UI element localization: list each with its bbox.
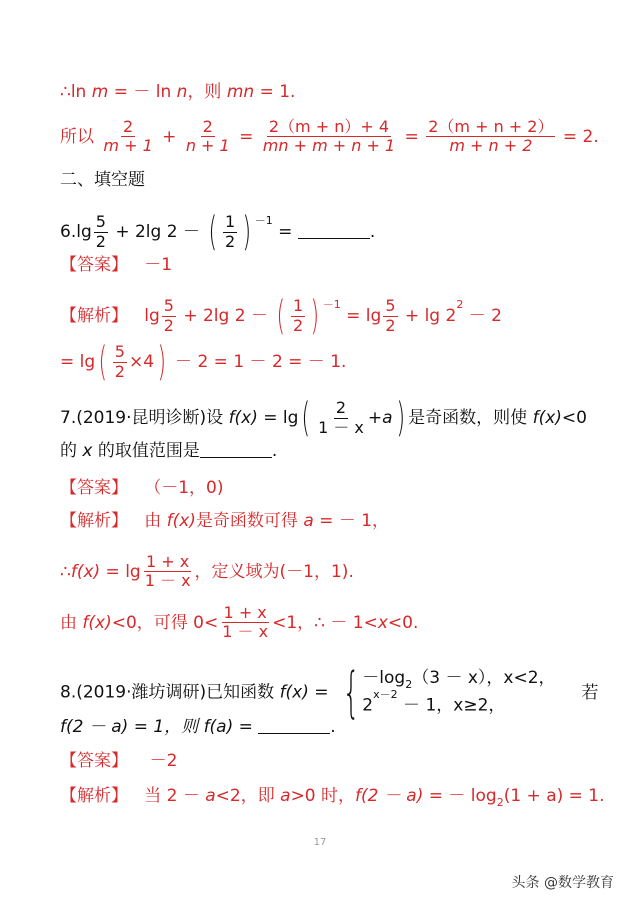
analysis-8: 【解析】 当 2 － a<2，即 a>0 时，f(2 － a) = － $\log_2(1 + a) = 1$. <box>60 786 605 809</box>
analysis-label: 【解析】 <box>60 511 128 531</box>
problem-8-cont: f(2 － a) = 1，则 f(a) = . <box>60 717 336 737</box>
fraction: $\frac{2}{m + 1}$ <box>103 117 153 156</box>
analysis-label: 【解析】 <box>60 306 128 326</box>
answer-blank <box>200 457 272 458</box>
therefore-symbol: ∴ <box>60 82 71 102</box>
fraction: $\frac{2(m + n)+ 4}{mn + m + n + 1}$ <box>262 117 396 156</box>
fraction: $\frac{1 + x}{1 - x}$ <box>144 552 191 591</box>
piecewise-function: { $-\log_2(3 - x)$，x<2， $2^{x-2} - 1$，x≥2， <box>342 660 556 724</box>
paren-group: ( $\frac{5}{2}$ ×4 ) <box>98 339 167 385</box>
answer-6: 【答案】 －1 <box>60 255 173 275</box>
section-heading: 二、填空题 <box>60 170 145 190</box>
solution-line-2: 所以 $\frac{2}{m + 1}$ + $\frac{2}{n + 1}$ = $\frac{2(m + n)+ 4}{mn + m + n + 1}$ = $\frac{2(m + n + 2)}{m + n + 2}$ = 2. <box>60 117 599 156</box>
problem-7-cont: 的 x 的取值范围是 . <box>60 441 278 461</box>
fraction: $\frac{5}{2}$ <box>385 296 396 335</box>
paren-group: ( 2 1 － x + a ) <box>301 395 405 441</box>
page-number: 17 <box>313 837 327 848</box>
answer-8: 【答案】 －2 <box>60 751 178 771</box>
answer-blank <box>298 238 370 239</box>
paren-group: ( 1 2 ) <box>276 293 320 339</box>
fraction: $\frac{5}{2}$ <box>163 296 174 335</box>
fraction: $\frac{1 + x}{1 - x}$ <box>222 603 269 642</box>
analysis-7-cont: ∴f(x) = lg $\frac{1 + x}{1 - x}$ ，定义域为(－1，1). <box>60 552 354 591</box>
analysis-6: 【解析】 lg $\frac{5}{2}$ + 2lg 2 － ( 1 2 ) $^{-1}$ = lg $\frac{5}{2}$ + $\lg 2^2 - 2$ <box>60 293 502 339</box>
answer-blank <box>258 733 330 734</box>
fraction: $\frac{2}{n + 1}$ <box>185 117 230 156</box>
problem-8: 8.(2019·潍坊调研)已知函数 f(x) = { $-\log_2(3 - x)$，x<2， $2^{x-2} - 1$，x≥2， 若 <box>60 660 599 724</box>
answer-label: 【答案】 <box>60 255 128 275</box>
watermark: 头条 @数学教育 <box>511 875 614 891</box>
fraction: $\frac{2(m + n + 2)}{m + n + 2}$ <box>428 117 554 156</box>
answer-7: 【答案】 （－1，0) <box>60 478 224 498</box>
problem-6: 6.lg $\frac{5}{2}$ + 2lg 2 － ( 1 2 ) $^{-1}$ = . <box>60 209 376 255</box>
answer-label: 【答案】 <box>60 478 128 498</box>
solution-line-1: ∴ln m = － ln n，则 mn = 1. <box>60 82 296 102</box>
answer-label: 【答案】 <box>60 751 128 771</box>
fraction: $\frac{5}{2}$ <box>95 212 106 251</box>
analysis-label: 【解析】 <box>60 786 128 806</box>
analysis-7: 【解析】 由 f(x)是奇函数可得 a = － 1， <box>60 511 390 531</box>
analysis-7-cont2: 由 f(x)<0，可得 0< $\frac{1 + x}{1 - x}$ <1，∴ － 1<x<0. <box>60 603 419 642</box>
problem-7: 7.(2019·昆明诊断)设 f(x) = lg ( 2 1 － x + a ) 是奇函数，则使 f(x)<0 <box>60 395 587 441</box>
analysis-6-cont: = lg ( $\frac{5}{2}$ ×4 ) － 2 = 1 － 2 = － 1. <box>60 339 347 385</box>
paren-group: ( 1 2 ) <box>208 209 252 255</box>
